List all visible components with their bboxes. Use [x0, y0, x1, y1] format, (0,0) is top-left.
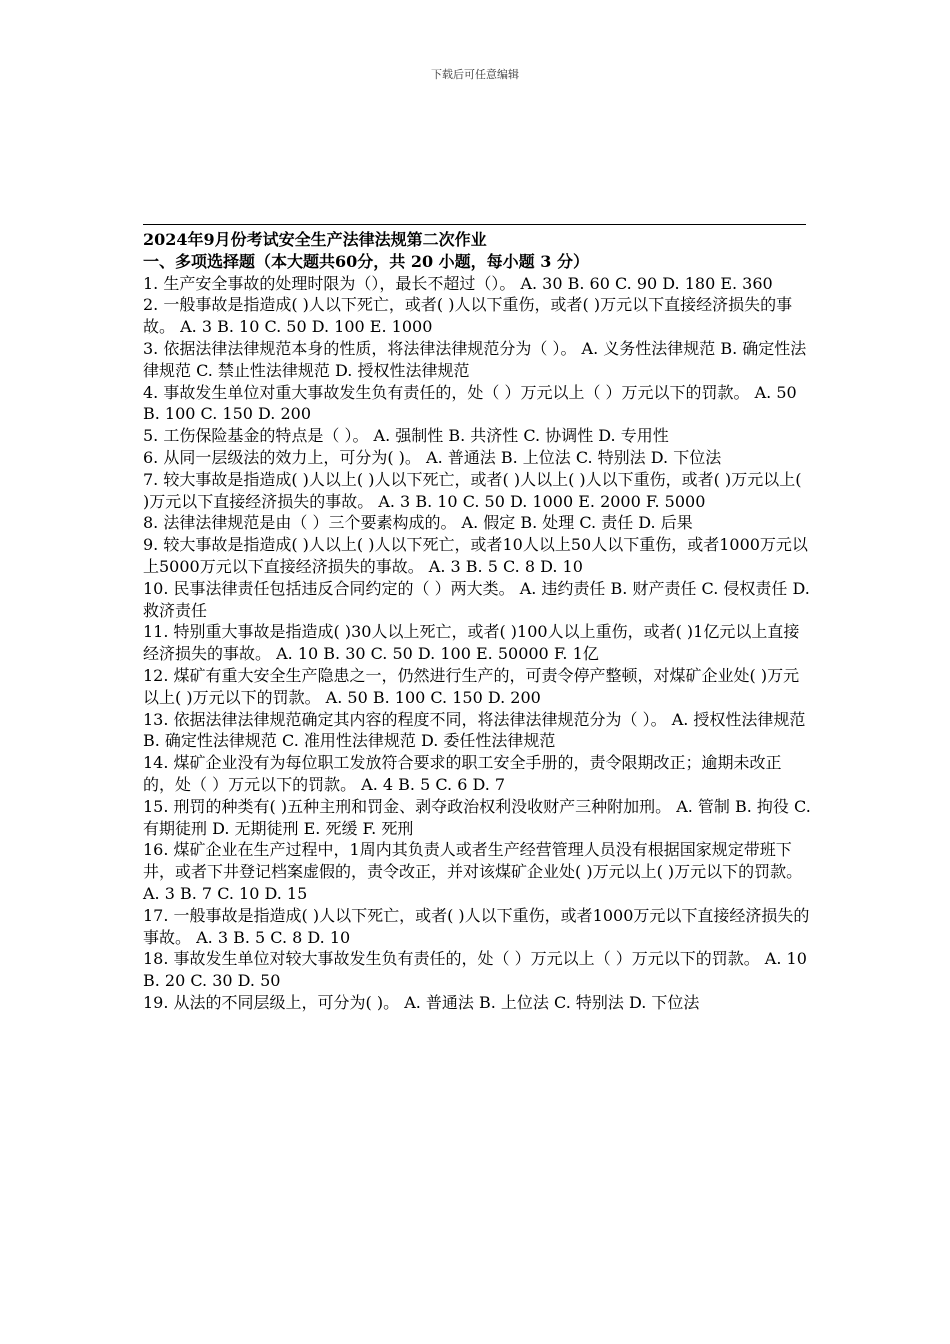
question-item: 2. 一般事故是指造成( )人以下死亡，或者( )人以下重伤，或者( )万元以下直接经济损失的事故。 A. 3 B. 10 C. 50 D. 100 E. 1000	[143, 295, 793, 337]
question-item: 18. 事故发生单位对较大事故发生负有责任的，处（ ）万元以上（ ）万元以下的罚款。 A. 10 B. 20 C. 30 D. 50	[143, 949, 807, 991]
section-heading: 一、多项选择题（本大题共60分，共 20 小题，每小题 3 分）	[143, 251, 589, 271]
header-divider	[143, 224, 806, 225]
question-item: 14. 煤矿企业没有为每位职工发放符合要求的职工安全手册的，责令限期改正；逾期未改正的，处（ ）万元以下的罚款。 A. 4 B. 5 C. 6 D. 7	[143, 753, 782, 794]
question-item: 8. 法律法律规范是由（ ）三个要素构成的。 A. 假定 B. 处理 C. 责任 D. 后果	[143, 513, 693, 533]
question-item: 19. 从法的不同层级上，可分为( )。 A. 普通法 B. 上位法 C. 特别法 D. 下位法	[143, 992, 700, 1012]
document-body	[143, 229, 811, 1014]
question-item: 3. 依据法律法律规范本身的性质，将法律法律规范分为（ ）。 A. 义务性法律规范 B. 确定性法律规范 C. 禁止性法律规范 D. 授权性法律规范	[143, 338, 807, 380]
question-item: 16. 煤矿企业在生产过程中，1周内其负责人或者生产经营管理人员没有根据国家规定带班下井，或者下井登记档案虚假的，责令改正，并对该煤矿企业处( )万元以上( )万元以下的罚款。 A. 3 B. 7 C. 10 D. 15	[143, 840, 803, 903]
question-item: 11. 特别重大事故是指造成( )30人以上死亡，或者( )100人以上重伤，或者( )1亿元以上直接经济损失的事故。 A. 10 B. 30 C. 50 D. 100 E. 50000 F. 1亿	[143, 622, 800, 664]
question-item: 7. 较大事故是指造成( )人以上( )人以下死亡，或者( )人以上( )人以下重伤，或者( )万元以上( )万元以下直接经济损失的事故。 A. 3 B. 10 C. 50 D. 1000 E. 2000 F. 5000	[143, 469, 802, 511]
question-item: 17. 一般事故是指造成( )人以下死亡，或者( )人以下重伤，或者1000万元以下直接经济损失的事故。 A. 3 B. 5 C. 8 D. 10	[143, 905, 810, 947]
question-item: 1. 生产安全事故的处理时限为（），最长不超过（）。 A. 30 B. 60 C. 90 D. 180 E. 360	[143, 273, 773, 293]
document-title: 2024年9月份考试安全生产法律法规第二次作业	[143, 230, 487, 249]
question-item: 10. 民事法律责任包括违反合同约定的（ ）两大类。 A. 违约责任 B. 财产责任 C. 侵权责任 D. 救济责任	[143, 578, 810, 620]
question-item: 13. 依据法律法律规范确定其内容的程度不同，将法律法律规范分为（ ）。 A. 授权性法律规范 B. 确定性法律规范 C. 准用性法律规范 D. 委任性法律规范	[143, 709, 806, 751]
question-item: 6. 从同一层级法的效力上，可分为( )。 A. 普通法 B. 上位法 C. 特别法 D. 下位法	[143, 447, 722, 467]
question-item: 5. 工伤保险基金的特点是（ ）。 A. 强制性 B. 共济性 C. 协调性 D. 专用性	[143, 426, 669, 446]
question-item: 12. 煤矿有重大安全生产隐患之一，仍然进行生产的，可责令停产整顿，对煤矿企业处( )万元以上( )万元以下的罚款。 A. 50 B. 100 C. 150 D. 200	[143, 665, 800, 707]
question-item: 4. 事故发生单位对重大事故发生负有责任的，处（ ）万元以上（ ）万元以下的罚款。 A. 50 B. 100 C. 150 D. 200	[143, 382, 797, 424]
page-header-note: 下载后可任意编辑	[431, 68, 519, 81]
question-item: 9. 较大事故是指造成( )人以上( )人以下死亡，或者10人以上50人以下重伤，或者1000万元以上5000万元以下直接经济损失的事故。 A. 3 B. 5 C. 8 D. 10	[143, 535, 808, 576]
question-item: 15. 刑罚的种类有( )五种主刑和罚金、剥夺政治权利没收财产三种附加刑。 A. 管制 B. 拘役 C. 有期徒刑 D. 无期徒刑 E. 死缓 F. 死刑	[143, 796, 811, 838]
